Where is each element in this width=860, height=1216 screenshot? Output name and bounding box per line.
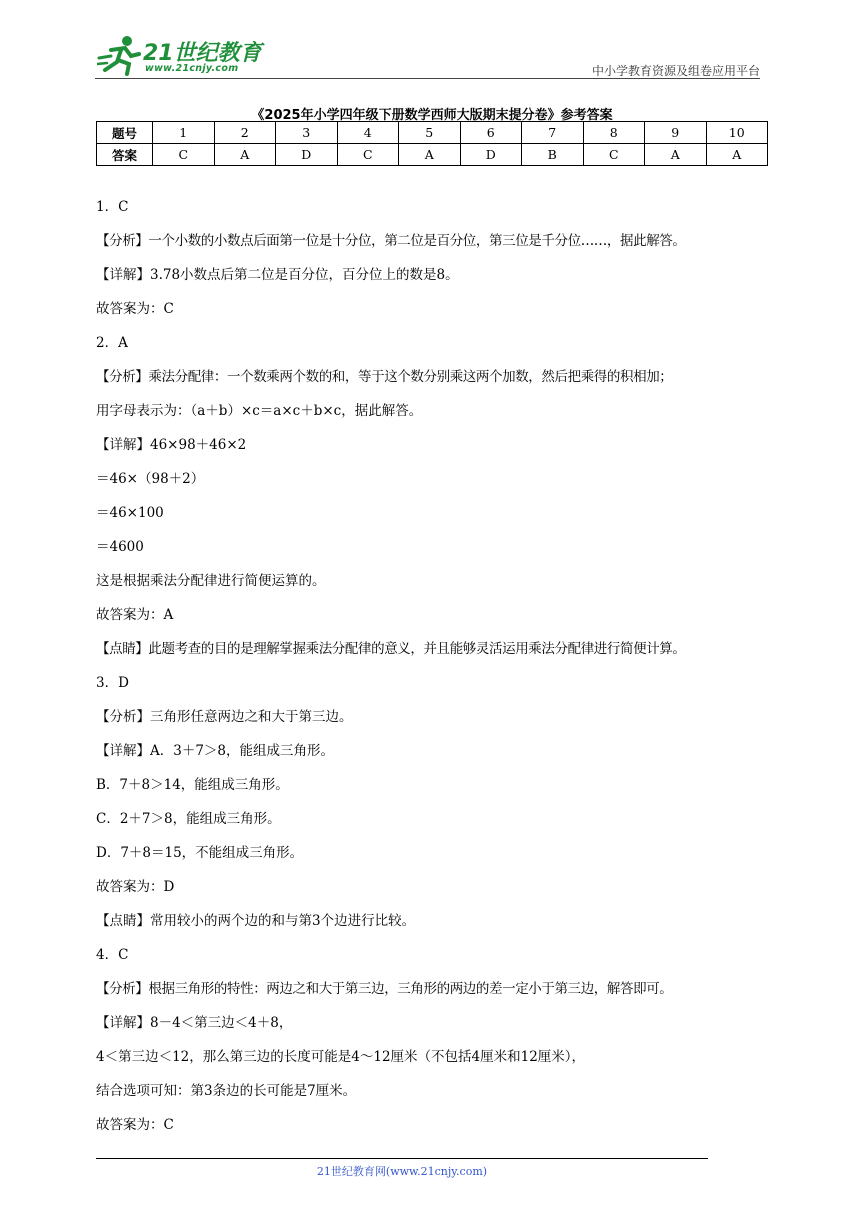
detail-text: ＝46×100 — [96, 505, 164, 521]
conclusion-text: 故答案为：A — [96, 607, 174, 623]
question-number: 6 — [460, 122, 522, 144]
analysis-text: 【分析】三角形任意两边之和大于第三边。 — [96, 709, 353, 725]
question-heading: 1．C — [96, 199, 129, 215]
answer-cell: C — [153, 144, 215, 166]
question-number: 8 — [583, 122, 645, 144]
question-heading: 3．D — [96, 675, 129, 691]
question-number: 7 — [522, 122, 584, 144]
detail-text: 【详解】A．3＋7＞8，能组成三角形。 — [96, 743, 335, 759]
comment-text: 【点睛】此题考查的目的是理解掌握乘法分配律的意义，并且能够灵活运用乘法分配律进行简便计算。 — [96, 641, 686, 657]
answer-cell: A — [214, 144, 276, 166]
question-number: 10 — [706, 122, 768, 144]
answer-cell: A — [645, 144, 707, 166]
question-number: 2 — [214, 122, 276, 144]
detail-text: 【详解】3.78小数点后第二位是百分位，百分位上的数是8。 — [96, 267, 459, 283]
detail-text: 结合选项可知：第3条边的长可能是7厘米。 — [96, 1083, 357, 1099]
runner-logo-icon — [97, 34, 143, 76]
row-label-answer: 答案 — [97, 144, 153, 166]
detail-text: 【详解】8－4＜第三边＜4＋8， — [96, 1015, 293, 1031]
question-number: 1 — [153, 122, 215, 144]
question-number: 5 — [399, 122, 461, 144]
analysis-text: 用字母表示为：（a＋b）×c＝a×c＋b×c，据此解答。 — [96, 403, 423, 419]
answer-cell: A — [706, 144, 768, 166]
site-logo[interactable] — [95, 32, 265, 78]
conclusion-text: 故答案为：D — [96, 879, 175, 895]
footer-divider — [96, 1158, 708, 1159]
question-number: 4 — [337, 122, 399, 144]
header-divider — [95, 78, 760, 79]
conclusion-text: 故答案为：C — [96, 1117, 174, 1133]
detail-text: D．7＋8＝15，不能组成三角形。 — [96, 845, 304, 861]
question-heading: 2．A — [96, 335, 128, 351]
analysis-text: 【分析】根据三角形的特性：两边之和大于第三边，三角形的两边的差一定小于第三边，解答即可。 — [96, 981, 673, 997]
page-header — [95, 32, 760, 80]
detail-text: 【详解】46×98＋46×2 — [96, 437, 247, 453]
footer-link[interactable]: 21世纪教育网(www.21cnjy.com) — [316, 1165, 488, 1178]
detail-text: 这是根据乘法分配律进行简便运算的。 — [96, 573, 326, 589]
detail-text: C．2＋7＞8，能组成三角形。 — [96, 811, 281, 827]
row-label-number: 题号 — [97, 122, 153, 144]
answer-cell: C — [337, 144, 399, 166]
detail-text: ＝46×（98＋2） — [96, 471, 205, 487]
detail-text: ＝4600 — [96, 539, 144, 555]
answer-explanations — [96, 196, 768, 1148]
document-title: 《2025年小学四年级下册数学西师大版期末提分卷》参考答案 — [251, 108, 613, 123]
conclusion-text: 故答案为：C — [96, 301, 174, 317]
answer-cell: C — [583, 144, 645, 166]
answer-cell: D — [276, 144, 338, 166]
answer-cell: B — [522, 144, 584, 166]
question-number: 9 — [645, 122, 707, 144]
detail-text: B．7＋8＞14，能组成三角形。 — [96, 777, 289, 793]
analysis-text: 【分析】一个小数的小数点后面第一位是十分位，第二位是百分位，第三位是千分位……，据此解答。 — [96, 233, 686, 249]
logo-url: www.21cnjy.com — [145, 63, 239, 74]
answer-cell: A — [399, 144, 461, 166]
question-number: 3 — [276, 122, 338, 144]
comment-text: 【点睛】常用较小的两个边的和与第3个边进行比较。 — [96, 913, 416, 929]
platform-name: 中小学教育资源及组卷应用平台 — [591, 64, 760, 78]
logo-text: 21世纪教育 — [143, 41, 262, 66]
analysis-text: 【分析】乘法分配律：一个数乘两个数的和，等于这个数分别乘这两个加数，然后把乘得的积相加； — [96, 369, 673, 385]
table-row-answers — [97, 144, 768, 166]
detail-text: 4＜第三边＜12，那么第三边的长度可能是4～12厘米（不包括4厘米和12厘米）， — [96, 1049, 586, 1065]
table-row-numbers — [97, 122, 768, 144]
answer-table — [96, 121, 768, 166]
question-heading: 4．C — [96, 947, 129, 963]
answer-cell: D — [460, 144, 522, 166]
